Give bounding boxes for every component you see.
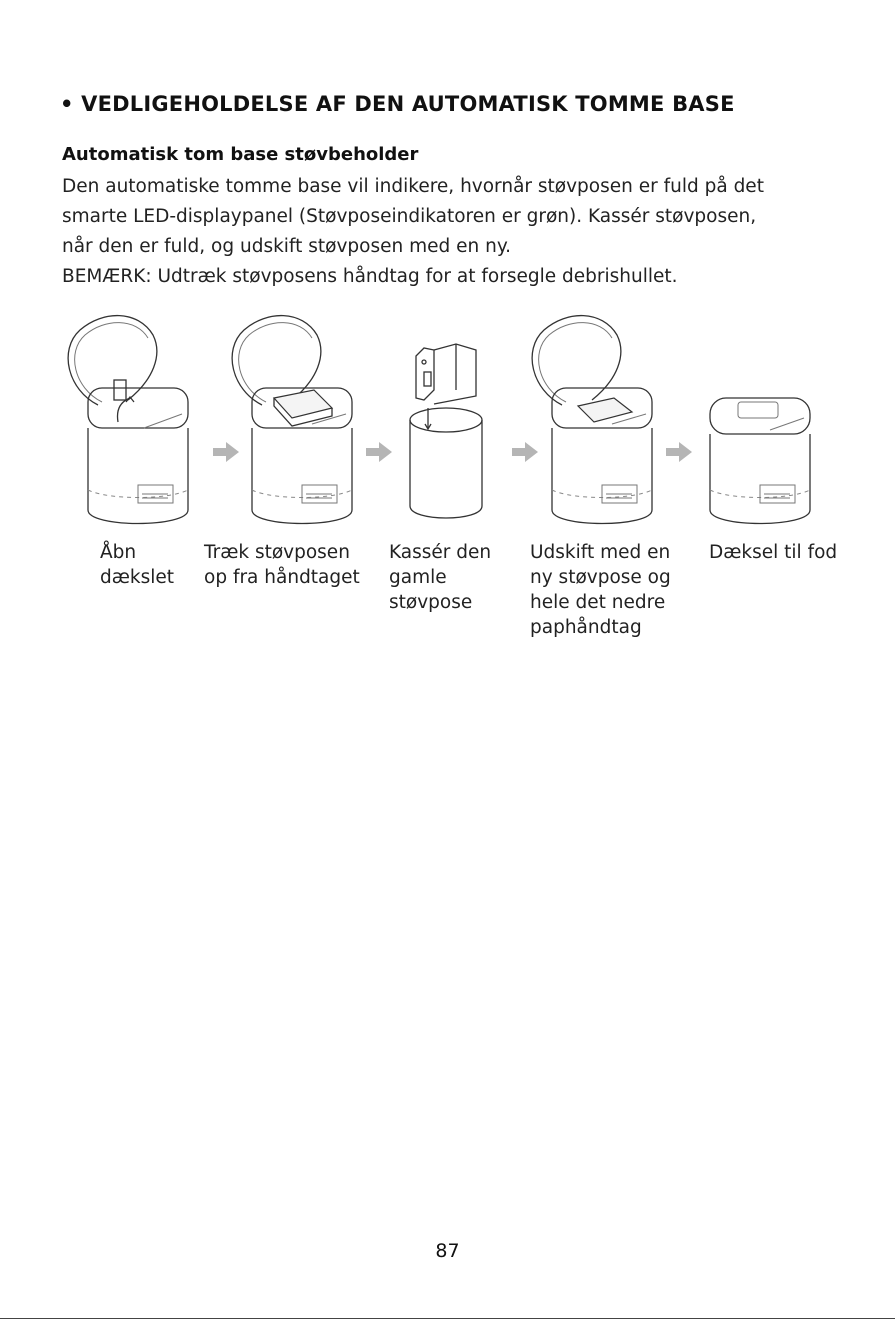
instructions-line: smarte LED-displaypanel (Støvposeindikatoren er grøn). Kassér støvposen, [62, 206, 757, 227]
caption-line: Dæksel til fod [709, 542, 838, 563]
section-subtitle: Automatisk tom base støvbeholder [62, 144, 419, 165]
page-number: 87 [435, 1240, 460, 1262]
instructions-line: Den automatiske tomme base vil indikere, hvornår støvposen er fuld på det [62, 176, 764, 197]
caption-line: paphåndtag [530, 617, 642, 638]
caption-line: dækslet [100, 567, 175, 588]
steps-illustration [0, 300, 895, 660]
base-closed-lid-figure [680, 310, 820, 535]
bottom-divider [0, 1318, 895, 1319]
section-title: • VEDLIGEHOLDELSE AF DEN AUTOMATISK TOMME BASE [60, 92, 735, 116]
base-new-bag-figure [522, 310, 662, 535]
step-caption-pull-bag [204, 540, 360, 590]
step-caption-discard-bag [389, 540, 491, 615]
caption-line: ny støvpose og [530, 567, 671, 588]
caption-line: Udskift med en [530, 542, 671, 563]
base-pull-bag-figure [222, 310, 362, 535]
caption-line: op fra håndtaget [204, 567, 360, 588]
caption-line: gamle [389, 567, 447, 588]
step-caption-replace-bag [530, 540, 671, 640]
note-line: BEMÆRK: Udtræk støvposens håndtag for at forsegle debrishullet. [62, 266, 678, 287]
base-open-lid-figure [58, 310, 198, 535]
step-caption-open-lid [100, 540, 174, 590]
caption-line: Åbn [100, 542, 137, 563]
arrow-right-icon [366, 442, 392, 462]
instructions-line: når den er fuld, og udskift støvposen med en ny. [62, 236, 512, 257]
instructions-text [62, 172, 882, 292]
caption-line: hele det nedre [530, 592, 666, 613]
caption-line: Kassér den [389, 542, 492, 563]
caption-line: støvpose [389, 592, 473, 613]
step-caption-close-lid [709, 540, 837, 565]
trash-bin-figure [394, 310, 504, 535]
caption-line: Træk støvposen [204, 542, 350, 563]
